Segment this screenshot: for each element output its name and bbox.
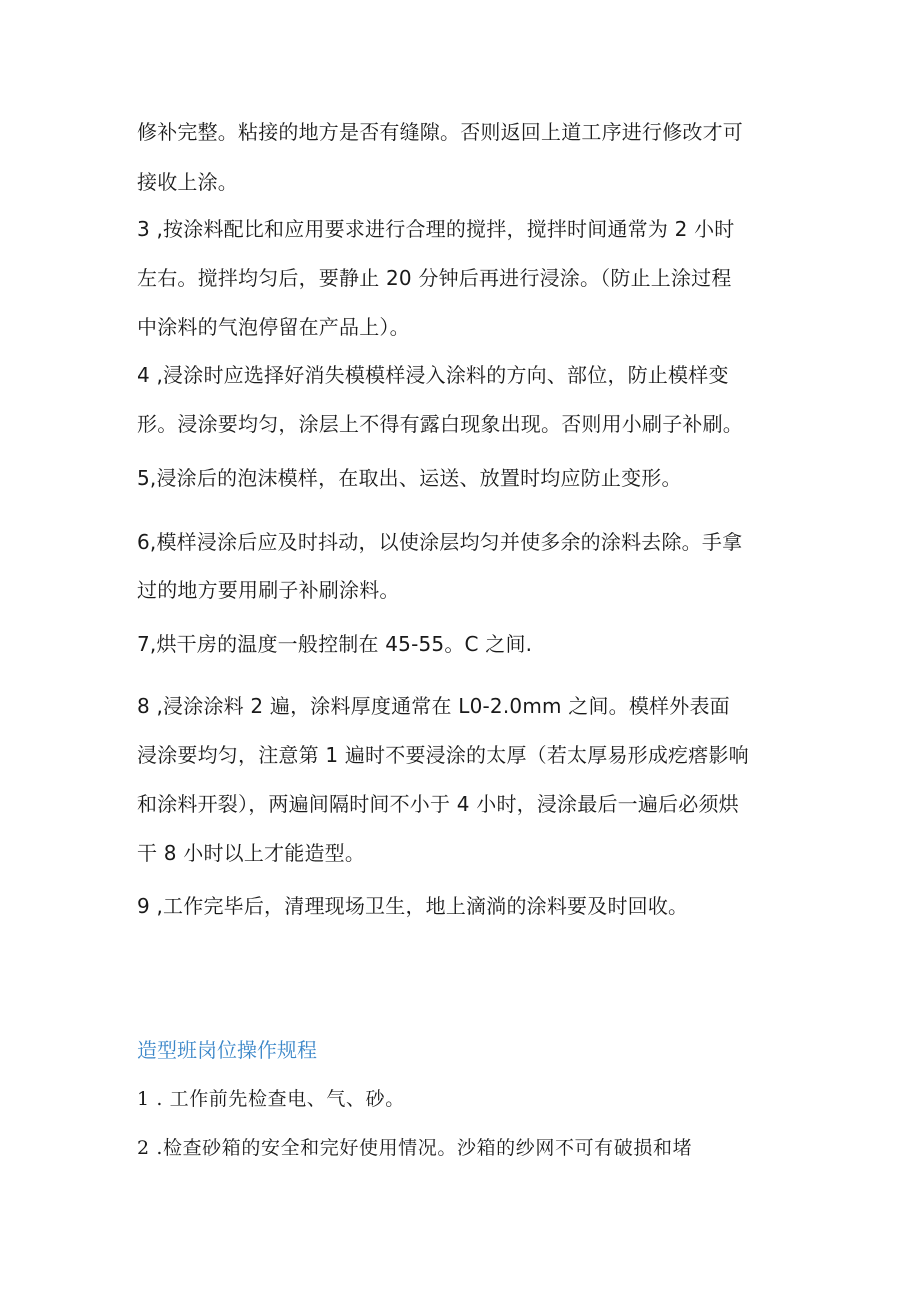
paragraph-line: 左右。搅拌均匀后，要静止 20 分钟后再进行浸涂。（防止上涂过程 xyxy=(137,266,732,290)
paragraph-line: 干 8 小时以上才能造型。 xyxy=(137,841,366,865)
paragraph-line: 形。浸涂要均匀，涂层上不得有露白现象出现。否则用小刷子补刷。 xyxy=(137,412,743,436)
paragraph-line: 中涂料的气泡停留在产品上）。 xyxy=(137,315,410,339)
section-line: 1 . 工作前先检查电、气、砂。 xyxy=(137,1088,405,1110)
section-line: 2 .检查砂箱的安全和完好使用情况。沙箱的纱网不可有破损和堵 xyxy=(137,1137,693,1159)
paragraph-line: 和涂料开裂），两遍间隔时间不小于 4 小时，浸涂最后一遍后必须烘 xyxy=(137,792,739,816)
paragraph-line: 修补完整。粘接的地方是否有缝隙。否则返回上道工序进行修改才可 xyxy=(137,120,743,144)
paragraph-line: 6,模样浸涂后应及时抖动，以使涂层均匀并使多余的涂料去除。手拿 xyxy=(137,530,743,554)
paragraph-line: 7,烘干房的温度一般控制在 45-55。C 之间. xyxy=(137,632,533,656)
paragraph-line: 9 ,工作完毕后，清理现场卫生，地上滴淌的涂料要及时回收。 xyxy=(137,894,689,918)
paragraph-line: 3 ,按涂料配比和应用要求进行合理的搅拌，搅拌时间通常为 2 小时 xyxy=(137,217,735,241)
paragraph-line: 4 ,浸涂时应选择好消失模模样浸入涂料的方向、部位，防止模样变 xyxy=(137,363,729,387)
section-heading: 造型班岗位操作规程 xyxy=(137,1038,317,1062)
paragraph-line: 浸涂要均匀，注意第 1 遍时不要浸涂的太厚（若太厚易形成疙瘩影响 xyxy=(137,743,749,767)
paragraph-line: 5,浸涂后的泡沫模样，在取出、运送、放置时均应防止变形。 xyxy=(137,466,682,490)
paragraph-line: 8 ,浸涂涂料 2 遍，涂料厚度通常在 L0-2.0mm 之间。模样外表面 xyxy=(137,694,730,718)
paragraph-line: 过的地方要用刷子补刷涂料。 xyxy=(137,578,400,602)
paragraph-line: 接收上涂。 xyxy=(137,170,238,194)
